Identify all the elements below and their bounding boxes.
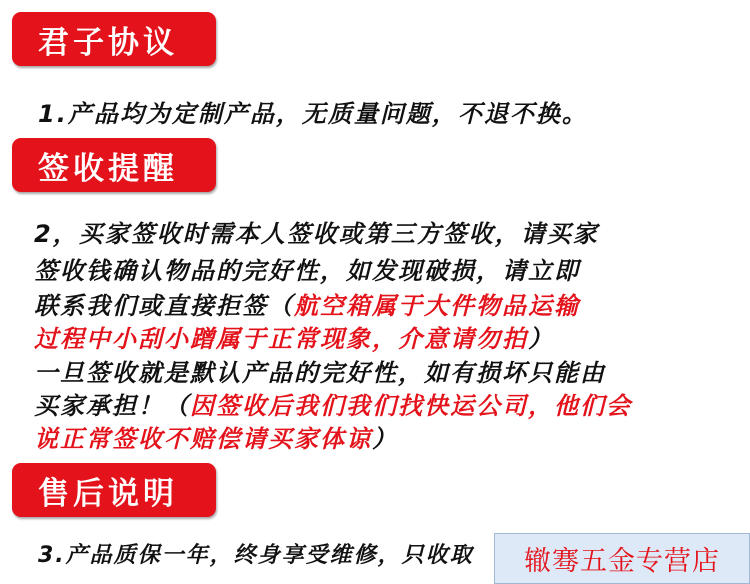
section-title-aftersales-text: 售后说明 xyxy=(38,475,178,512)
section-title-aftersales xyxy=(12,463,216,517)
section-title-agreement-text: 君子协议 xyxy=(38,24,178,61)
signing-text-4a: 过程中小刮小蹭属于正常现象，介意请勿拍 xyxy=(34,325,528,353)
signing-text-7b: ） xyxy=(372,425,398,453)
shop-name: 辙骞五金专营店 xyxy=(524,546,720,577)
agreement-line-1 xyxy=(38,94,588,129)
signing-line-5 xyxy=(34,353,606,388)
signing-text-7a: 说正常签收不赔偿请买家体谅 xyxy=(34,425,372,453)
signing-text-2: 签收钱确认物品的完好性，如发现破损，请立即 xyxy=(34,257,580,285)
aftersales-text: 3.产品质保一年，终身享受维修，只收取 xyxy=(38,543,474,568)
signing-line-4 xyxy=(34,319,554,354)
signing-line-3 xyxy=(34,286,580,321)
shop-watermark xyxy=(494,533,750,584)
signing-text-6b: 因签收后我们我们找快运公司，他们会 xyxy=(190,392,632,420)
signing-text-3a: 联系我们或直接拒签（ xyxy=(34,292,294,320)
section-title-signing-text: 签收提醒 xyxy=(38,150,178,187)
signing-text-1: 2，买家签收时需本人签收或第三方签收，请买家 xyxy=(34,220,599,248)
agreement-text: 1.产品均为定制产品，无质量问题，不退不换。 xyxy=(38,100,588,128)
signing-text-4b: ） xyxy=(528,325,554,353)
signing-text-5: 一旦签收就是默认产品的完好性，如有损坏只能由 xyxy=(34,359,606,387)
section-title-agreement xyxy=(12,12,216,66)
signing-line-2 xyxy=(34,251,580,286)
section-title-signing xyxy=(12,138,216,192)
signing-text-6a: 买家承担！（ xyxy=(34,392,190,420)
signing-line-6 xyxy=(34,386,632,421)
aftersales-line-1 xyxy=(38,538,474,569)
signing-text-3b: 航空箱属于大件物品运输 xyxy=(294,292,580,320)
signing-line-1 xyxy=(34,214,599,249)
signing-line-7 xyxy=(34,419,398,454)
